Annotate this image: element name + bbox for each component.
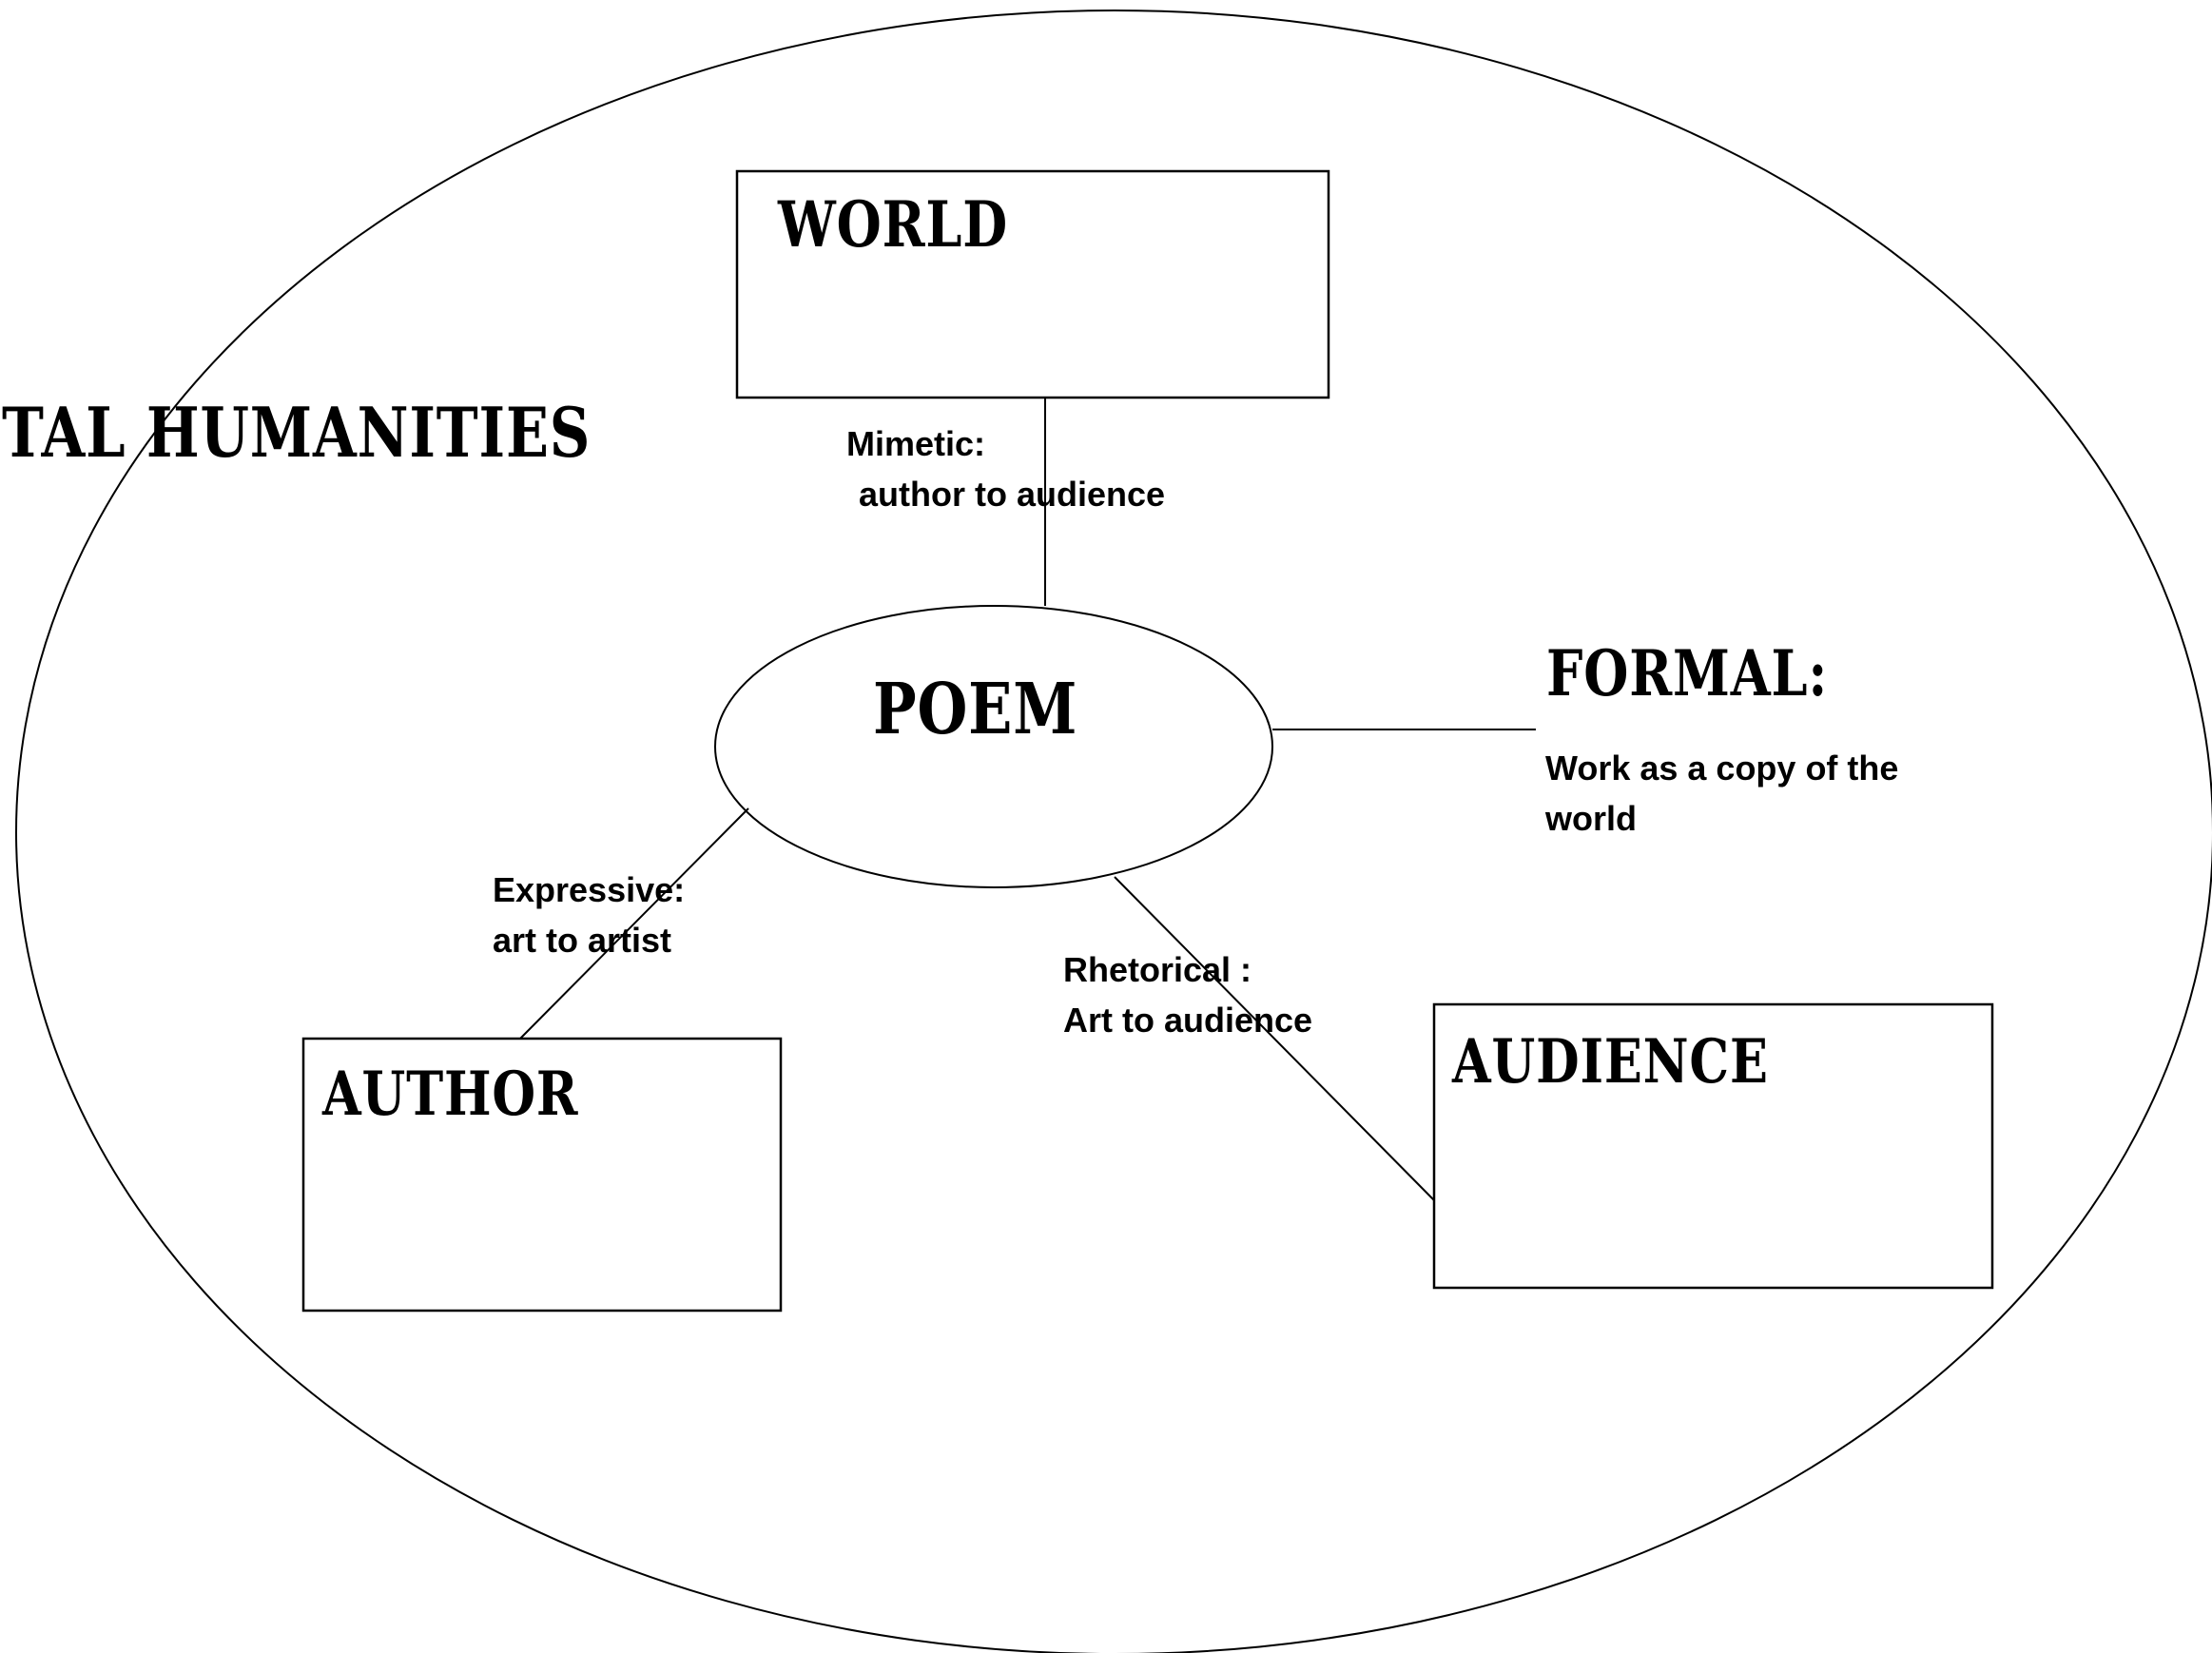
mimetic-label <box>846 418 1165 519</box>
formal-description-line1: Work as a copy of the <box>1545 749 1899 788</box>
audience-box-label: AUDIENCE <box>1452 1026 1769 1098</box>
expressive-label-line1: Expressive: <box>493 870 686 909</box>
author-box-label: AUTHOR <box>322 1059 579 1130</box>
expressive-label-line2: art to artist <box>493 921 672 960</box>
rhetorical-label-line2: Art to audience <box>1063 1001 1313 1040</box>
diagram-title: TAL HUMANITIES <box>2 392 592 473</box>
rhetorical-label-line1: Rhetorical : <box>1063 950 1252 989</box>
mimetic-label-line1: Mimetic: <box>846 424 986 463</box>
expressive-label <box>493 865 685 965</box>
rhetorical-label <box>1063 944 1312 1045</box>
world-box-label: WORLD <box>778 187 1008 262</box>
poem-label: POEM <box>873 669 1078 750</box>
mimetic-label-line2: author to audience <box>859 475 1166 514</box>
formal-heading: FORMAL: <box>1546 636 1829 710</box>
formal-description-line2: world <box>1545 799 1637 838</box>
formal-description <box>1545 743 1898 844</box>
